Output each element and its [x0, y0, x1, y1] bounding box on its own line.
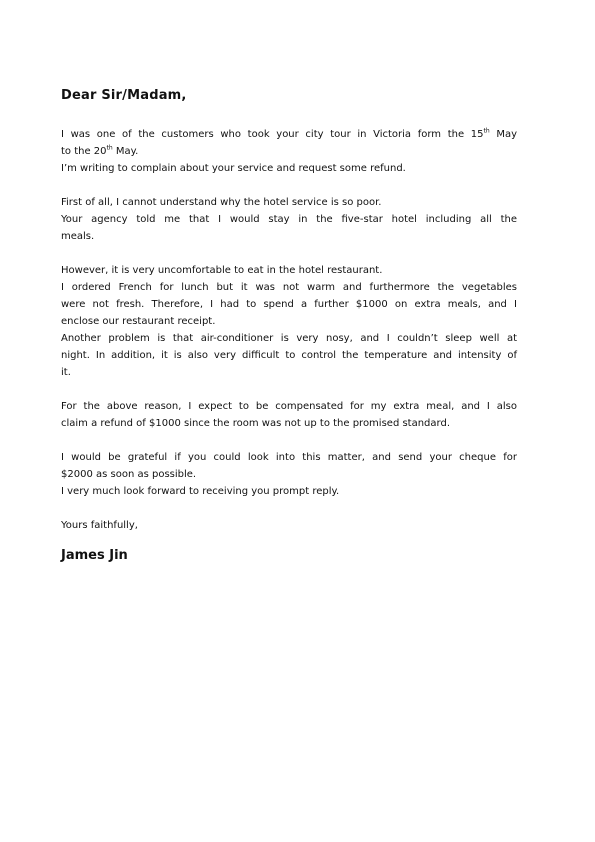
text-line: $2000 as soon as possible. [61, 469, 197, 480]
paragraph-request [61, 449, 517, 500]
text-line: I would be grateful if you could look into this matter, and send your cheque for [61, 452, 517, 463]
text-line [61, 126, 517, 143]
text-line: night. In addition, it is also very difficult to control the temperature and intensity of [61, 350, 517, 361]
ordinal-suffix: th [483, 127, 490, 135]
paragraph-compensation [61, 398, 517, 432]
text-line: First of all, I cannot understand why the hotel service is so poor. [61, 197, 382, 208]
text-line: Your agency told me that I would stay in the five-star hotel including all the [61, 214, 517, 225]
text-line: it. [61, 367, 71, 378]
signature: James Jin [61, 548, 128, 563]
text-segment: to the 20 [61, 146, 107, 157]
closing: Yours faithfully, [61, 520, 138, 531]
paragraph-hotel-service [61, 194, 517, 245]
text-line: claim a refund of $1000 since the room was not up to the promised standard. [61, 418, 450, 429]
text-line: meals. [61, 231, 95, 242]
text-segment: May [489, 129, 517, 140]
paragraph-tour-intro [61, 126, 517, 177]
ordinal-suffix: th [106, 144, 113, 152]
text-line: However, it is very uncomfortable to eat in the hotel restaurant. [61, 265, 383, 276]
text-line: For the above reason, I expect to be compensated for my extra meal, and I also [61, 401, 517, 412]
text-line: I very much look forward to receiving you prompt reply. [61, 486, 340, 497]
text-line: were not fresh. Therefore, I had to spend a further $1000 on extra meals, and I [61, 299, 517, 310]
text-segment: I was one of the customers who took your city tour in Victoria form the 15 [61, 129, 484, 140]
letter-body [61, 88, 517, 563]
text-line: I ordered French for lunch but it was not warm and furthermore the vegetables [61, 282, 517, 293]
text-line: I’m writing to complain about your service and request some refund. [61, 163, 406, 174]
text-line [61, 143, 517, 160]
text-line: enclose our restaurant receipt. [61, 316, 216, 327]
text-segment: May. [112, 146, 139, 157]
text-line: Another problem is that air-conditioner is very nosy, and I couldn’t sleep well at [61, 333, 517, 344]
salutation: Dear Sir/Madam, [61, 88, 187, 103]
paragraph-complaints [61, 262, 517, 381]
